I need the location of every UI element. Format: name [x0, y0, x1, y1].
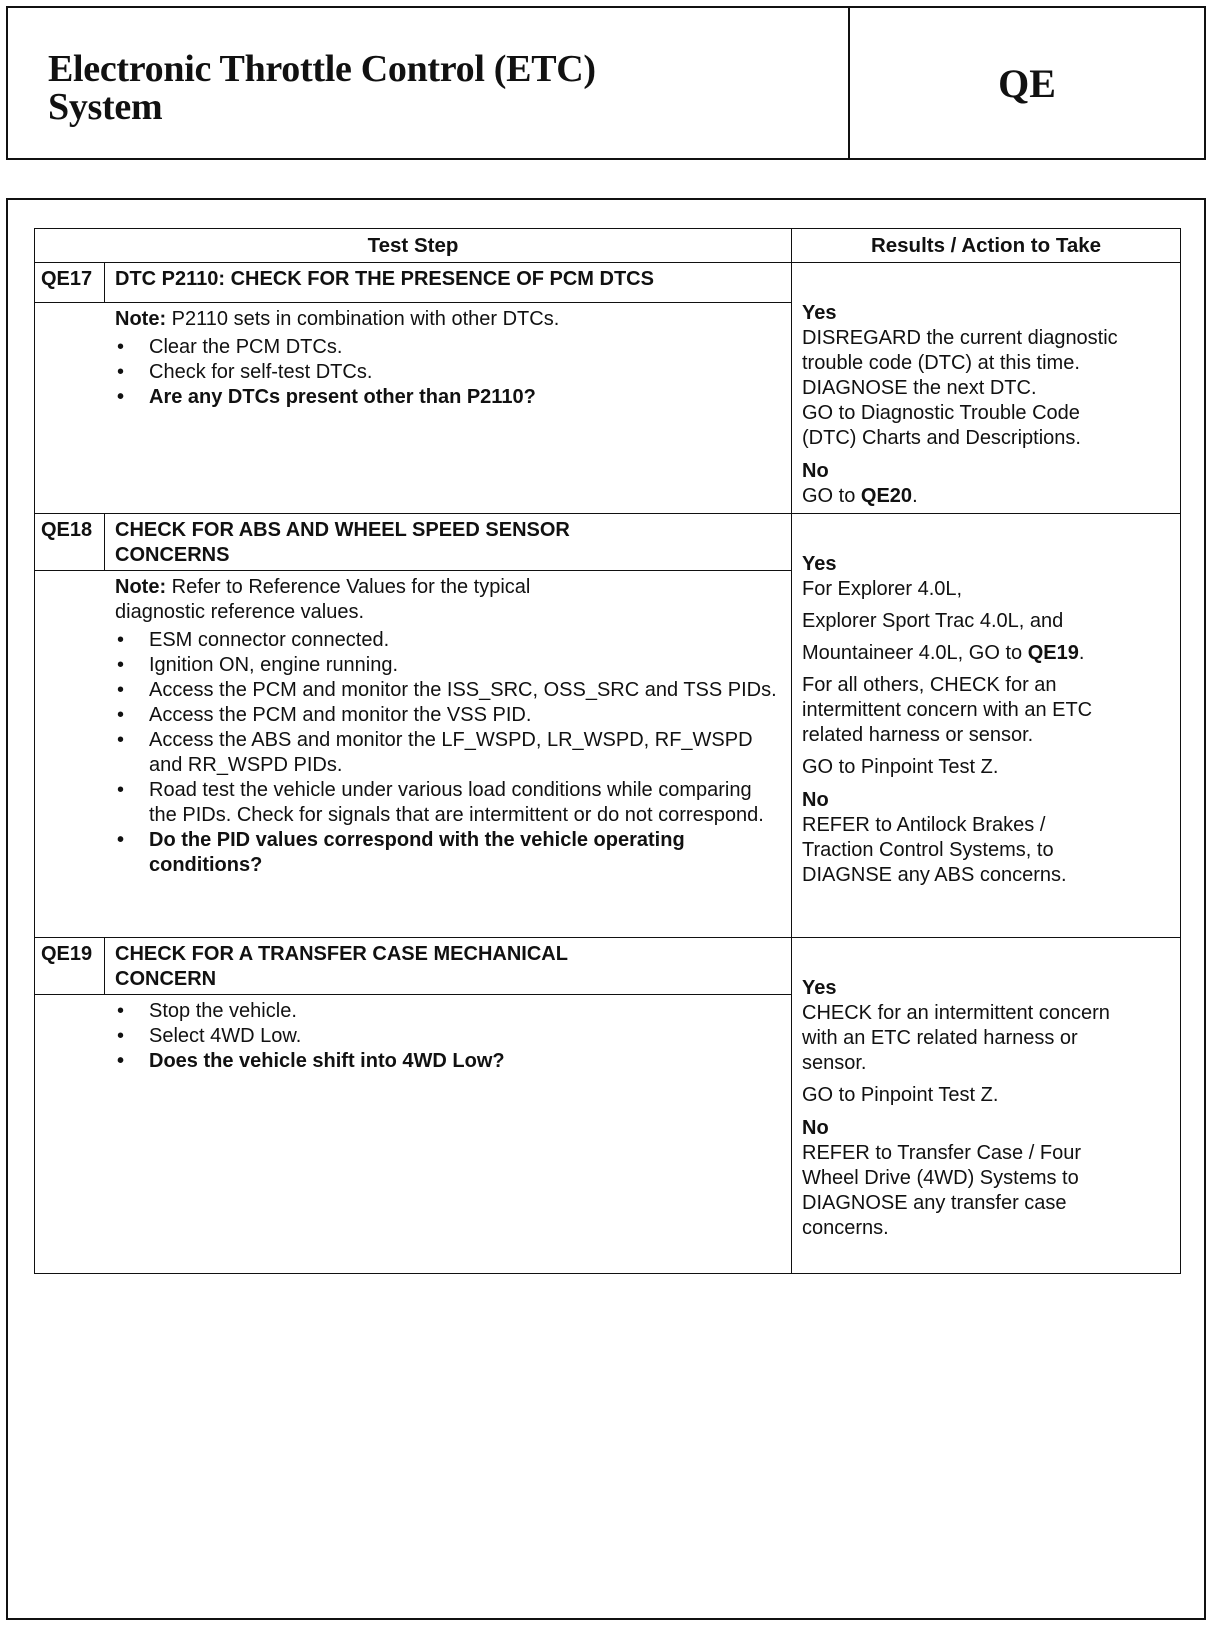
result-line: GO to Pinpoint Test Z. — [802, 1084, 999, 1106]
step-id: QE18 — [35, 514, 105, 571]
step-title — [105, 514, 792, 571]
result-line: DIAGNOSE the next DTC. — [802, 377, 1037, 399]
results-header: Results / Action to Take — [792, 229, 1181, 263]
result-line: GO to Diagnostic Trouble Code — [802, 402, 1080, 424]
title-line-1: Electronic Throttle Control (ETC) — [48, 48, 596, 90]
result-line: related harness or sensor. — [802, 724, 1034, 746]
result-line: (DTC) Charts and Descriptions. — [802, 427, 1081, 449]
step-bullets — [115, 628, 781, 878]
result-line: GO to QE20. — [802, 485, 918, 507]
step-title-row — [35, 514, 1181, 571]
result-line: For all others, CHECK for an — [802, 674, 1057, 696]
step-title-line: CONCERN — [115, 968, 217, 990]
list-item: • Clear the PCM DTCs. — [115, 335, 781, 360]
step-reference: QE20 — [860, 485, 913, 507]
no-label: No — [802, 460, 829, 482]
step-bullets — [115, 999, 781, 1074]
list-item: • Access the PCM and monitor the ISS_SRC, OSS_SRC and TSS PIDs. — [115, 678, 781, 703]
test-step-table — [34, 228, 1181, 1274]
result-line: sensor. — [802, 1052, 867, 1074]
page-title — [48, 50, 596, 126]
step-body — [35, 571, 792, 938]
step-id: QE19 — [35, 938, 105, 995]
list-item: • Access the PCM and monitor the VSS PID. — [115, 703, 781, 728]
no-label: No — [802, 1117, 829, 1139]
result-line: intermittent concern with an ETC — [802, 699, 1093, 721]
step-title-row — [35, 263, 1181, 303]
step-question: • Does the vehicle shift into 4WD Low? — [115, 1049, 781, 1074]
step-title-line: DTC P2110: CHECK FOR THE PRESENCE OF PCM DTCS — [115, 268, 654, 290]
result-line: with an ETC related harness or — [802, 1027, 1078, 1049]
step-title — [105, 938, 792, 995]
page-header — [6, 6, 1206, 160]
step-id: QE17 — [35, 263, 105, 303]
step-body — [35, 995, 792, 1274]
table-header-row — [35, 229, 1181, 263]
yes-label: Yes — [802, 302, 837, 324]
result-line: GO to Pinpoint Test Z. — [802, 756, 999, 778]
result-line: Traction Control Systems, to — [802, 839, 1054, 861]
yes-label: Yes — [802, 553, 837, 575]
result-line: Wheel Drive (4WD) Systems to — [802, 1167, 1079, 1189]
step-bullets — [115, 335, 781, 410]
title-line-2: System — [48, 86, 163, 128]
step-question: • Do the PID values correspond with the vehicle operating conditions? — [115, 828, 781, 878]
result-line: DIAGNOSE any transfer case — [802, 1192, 1067, 1214]
result-line: DISREGARD the current diagnostic — [802, 327, 1118, 349]
list-item: • Access the ABS and monitor the LF_WSPD, LR_WSPD, RF_WSPD and RR_WSPD PIDs. — [115, 728, 781, 778]
result-line: REFER to Transfer Case / Four — [802, 1142, 1081, 1164]
list-item: • ESM connector connected. — [115, 628, 781, 653]
list-item: • Stop the vehicle. — [115, 999, 781, 1024]
result-line: trouble code (DTC) at this time. — [802, 352, 1080, 374]
step-results — [792, 514, 1181, 938]
result-line: Explorer Sport Trac 4.0L, and — [802, 610, 1064, 632]
result-line: CHECK for an intermittent concern — [802, 1002, 1110, 1024]
list-item: • Select 4WD Low. — [115, 1024, 781, 1049]
section-code: QE — [998, 60, 1056, 106]
step-body — [35, 303, 792, 514]
result-line: concerns. — [802, 1217, 889, 1239]
result-line: For Explorer 4.0L, — [802, 578, 963, 600]
result-line: DIAGNSE any ABS concerns. — [802, 864, 1067, 886]
step-title — [105, 263, 792, 303]
no-label: No — [802, 789, 829, 811]
list-item: • Road test the vehicle under various load conditions while comparing the PIDs. Check for signals that are intermittent or do not correspond. — [115, 778, 781, 828]
result-line: Mountaineer 4.0L, GO to QE19. — [802, 642, 1085, 664]
test-step-header: Test Step — [35, 229, 792, 263]
step-note: Note: Refer to Reference Values for the typical diagnostic reference values. — [115, 576, 531, 623]
step-reference: QE19 — [1027, 642, 1079, 664]
list-item: • Ignition ON, engine running. — [115, 653, 781, 678]
step-note: Note: P2110 sets in combination with other DTCs. — [115, 308, 560, 330]
step-question: • Are any DTCs present other than P2110? — [115, 385, 781, 410]
step-results — [792, 938, 1181, 1274]
step-title-row — [35, 938, 1181, 995]
step-title-line: CHECK FOR A TRANSFER CASE MECHANICAL — [115, 943, 568, 965]
list-item: • Check for self-test DTCs. — [115, 360, 781, 385]
step-results — [792, 263, 1181, 514]
result-line: REFER to Antilock Brakes / — [802, 814, 1046, 836]
step-title-line: CONCERNS — [115, 544, 230, 566]
yes-label: Yes — [802, 977, 837, 999]
step-title-line: CHECK FOR ABS AND WHEEL SPEED SENSOR — [115, 519, 570, 541]
